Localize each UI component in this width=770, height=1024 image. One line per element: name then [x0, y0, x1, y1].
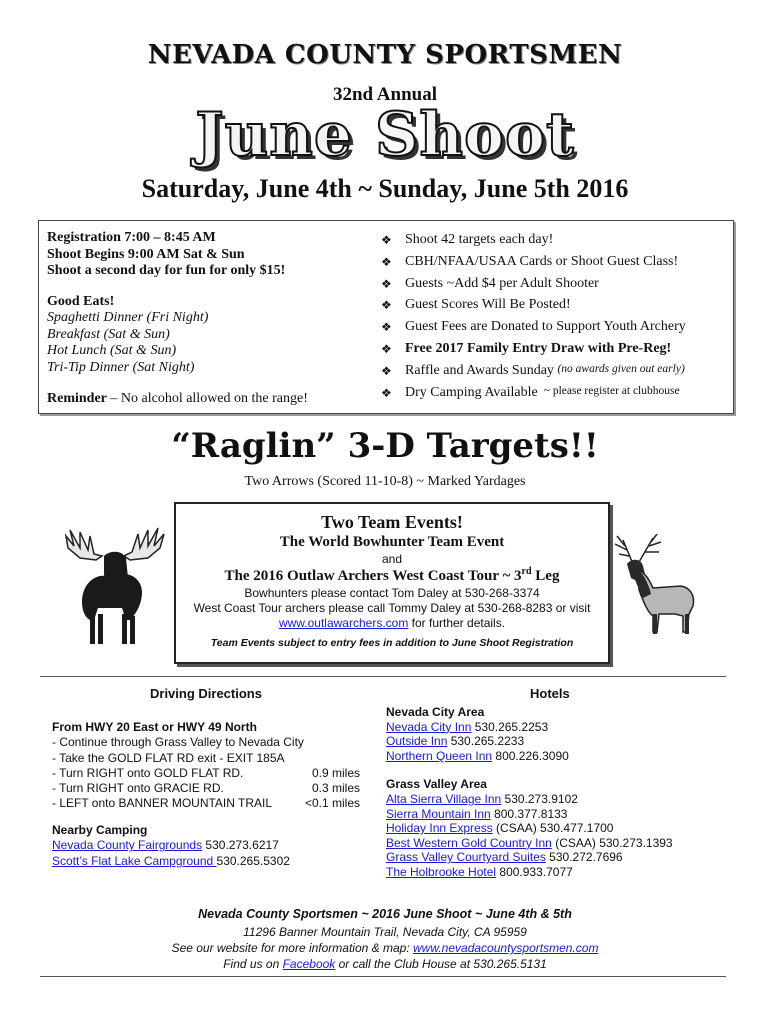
info-bullet-list	[381, 232, 727, 406]
bullet-item	[381, 385, 727, 407]
hotel-phone: 530.272.7696	[545, 850, 623, 865]
hotel-phone: 800.226.3090	[492, 748, 569, 763]
reminder-label: Reminder	[47, 391, 107, 406]
registration-time: Registration 7:00 – 8:45 AM	[47, 230, 216, 245]
bullet-item	[381, 363, 727, 385]
org-title: NEVADA COUNTY SPORTSMEN	[147, 40, 623, 70]
event-title: June Shoot	[195, 100, 575, 170]
bullet-text: Guest Scores Will Be Posted!	[405, 297, 571, 313]
team-contact	[176, 586, 608, 631]
targets-heading: “Raglin” 3-D Targets!!	[171, 426, 599, 466]
driving-directions-heading: Driving Directions	[150, 686, 262, 701]
team-event-2-end: Leg	[531, 568, 560, 584]
hotel-item	[386, 836, 716, 851]
direction-step	[52, 751, 360, 766]
elk-illustration	[603, 534, 699, 636]
hotel-item	[386, 720, 716, 735]
footer-website-line	[0, 940, 770, 956]
bullet-item	[381, 341, 727, 363]
second-day-offer: Shoot a second day for fun for only $15!	[47, 263, 286, 278]
step-distance: 0.3 miles	[311, 781, 360, 796]
bullet-item	[381, 297, 727, 319]
driving-directions	[52, 720, 360, 812]
bullet-item	[381, 232, 727, 254]
bullet-text: Dry Camping Available	[405, 384, 538, 400]
hotel-item	[386, 821, 716, 836]
team-event-2-sup: rd	[521, 566, 532, 577]
step-text: - Turn RIGHT onto GOLD FLAT RD.	[52, 765, 244, 780]
team-event-1: The World Bowhunter Team Event	[279, 534, 505, 550]
hotel-link[interactable]: Holiday Inn Express	[386, 821, 493, 836]
reminder-text: – No alcohol allowed on the range!	[106, 391, 308, 406]
contact-line: West Coast Tour archers please call Tommy Daley at 530-268-8283 or visit	[193, 601, 591, 615]
reminder	[47, 391, 308, 407]
hotel-phone: (CSAA) 530.477.1700	[492, 821, 614, 836]
bullet-item	[381, 319, 727, 341]
bullet-text: Free 2017 Family Entry Draw with Pre-Reg!	[405, 340, 672, 356]
team-event-2-text: The 2016 Outlaw Archers West Coast Tour ~ 3	[224, 568, 522, 584]
fairgrounds-link[interactable]: Nevada County Fairgrounds	[52, 838, 203, 853]
footer	[0, 906, 770, 972]
outlaw-archers-link[interactable]: www.outlawarchers.com	[278, 616, 409, 630]
hotel-phone: (CSAA) 530.273.1393	[551, 835, 673, 850]
moose-illustration	[60, 516, 172, 648]
meal-item: Tri-Tip Dinner (Sat Night)	[47, 359, 195, 375]
hotel-phone: 530.265.2233	[447, 734, 525, 749]
step-text: - LEFT onto BANNER MOUNTAIN TRAIL	[52, 796, 273, 811]
hotel-item	[386, 792, 716, 807]
shoot-begins: Shoot Begins 9:00 AM Sat & Sun	[47, 246, 245, 262]
step-text: - Turn RIGHT onto GRACIE RD.	[52, 781, 224, 796]
scotts-flat-link[interactable]: Scott’s Flat Lake Campground	[52, 853, 217, 868]
bullet-text: Raffle and Awards Sunday	[405, 362, 554, 378]
nearby-camping	[52, 823, 352, 869]
footer-title: Nevada County Sportsmen ~ 2016 June Shoot ~ June 4th & 5th	[198, 907, 572, 921]
camping-item	[52, 838, 352, 853]
diamond-bullet-icon: ❖	[381, 385, 392, 400]
bullet-note: ~ please register at clubhouse	[543, 384, 680, 397]
direction-step	[52, 735, 360, 750]
team-event-2	[176, 566, 608, 585]
team-note: Team Events subject to entry fees in addition to June Shoot Registration	[210, 637, 574, 649]
meal-item: Hot Lunch (Sat & Sun)	[47, 343, 177, 358]
find-prefix: Find us on	[223, 957, 283, 971]
diamond-bullet-icon: ❖	[381, 320, 392, 335]
camping-item	[52, 854, 352, 869]
camping-phone: 530.273.6217	[202, 838, 279, 853]
contact-line	[176, 616, 608, 631]
bullet-item	[381, 276, 727, 298]
find-suffix: or call the Club House at 530.265.5131	[335, 957, 547, 971]
hotel-link[interactable]: Sierra Mountain Inn	[386, 806, 491, 821]
annual-label: 32nd Annual	[332, 84, 438, 105]
bullet-item	[381, 254, 727, 276]
section-divider	[40, 676, 726, 677]
hotel-phone: 800.377.8133	[490, 806, 568, 821]
event-dates: Saturday, June 4th ~ Sunday, June 5th 2016	[141, 174, 629, 203]
hotel-item	[386, 749, 716, 764]
footer-address: 11296 Banner Mountain Trail, Nevada City, CA 95959	[243, 925, 527, 939]
website-prefix: See our website for more information & map:	[171, 941, 414, 955]
step-text: - Continue through Grass Valley to Nevada City	[52, 735, 304, 750]
bullet-text: Shoot 42 targets each day!	[405, 232, 554, 247]
contact-line: Bowhunters please contact Tom Daley at 530-268-3374	[244, 586, 540, 600]
hotel-area-heading: Nevada City Area	[386, 705, 485, 719]
camping-heading: Nearby Camping	[52, 823, 148, 837]
info-left-column	[47, 230, 367, 376]
directions-from: From HWY 20 East or HWY 49 North	[52, 720, 257, 734]
hotel-link[interactable]: Nevada City Inn	[386, 719, 472, 734]
hotel-link[interactable]: Northern Queen Inn	[386, 748, 493, 763]
step-text: - Take the GOLD FLAT RD exit - EXIT 185A	[52, 750, 285, 765]
hotel-phone: 800.933.7077	[496, 864, 573, 879]
meal-item: Breakfast (Sat & Sun)	[47, 326, 170, 342]
team-and: and	[381, 552, 403, 566]
diamond-bullet-icon: ❖	[381, 276, 392, 291]
direction-step	[52, 781, 360, 796]
hotel-link[interactable]: Grass Valley Courtyard Suites	[386, 850, 546, 865]
hotel-link[interactable]: Best Western Gold Country Inn	[386, 835, 552, 850]
bullet-note: (no awards given out early)	[557, 362, 685, 375]
team-events-title: Two Team Events!	[321, 512, 463, 532]
direction-step	[52, 766, 360, 781]
meal-item: Spaghetti Dinner (Fri Night)	[47, 310, 209, 325]
info-box	[38, 220, 734, 414]
diamond-bullet-icon: ❖	[381, 254, 392, 269]
diamond-bullet-icon: ❖	[381, 363, 392, 378]
targets-subtitle: Two Arrows (Scored 11-10-8) ~ Marked Yardages	[244, 474, 526, 489]
hotel-area-heading: Grass Valley Area	[386, 777, 487, 792]
good-eats-heading: Good Eats!	[47, 293, 115, 309]
hotel-item	[386, 850, 716, 865]
hotel-link[interactable]: Outside Inn	[386, 734, 448, 749]
facebook-link[interactable]: Facebook	[282, 957, 336, 971]
footer-divider	[40, 976, 726, 977]
diamond-bullet-icon: ❖	[381, 298, 392, 313]
hotels-heading: Hotels	[530, 686, 570, 701]
hotel-phone: 530.273.9102	[501, 791, 578, 806]
step-distance: <0.1 miles	[304, 796, 360, 811]
hotel-item	[386, 734, 716, 749]
bullet-text: Guest Fees are Donated to Support Youth Archery	[405, 319, 686, 335]
hotel-phone: 530.265.2253	[471, 719, 549, 734]
bullet-text: CBH/NFAA/USAA Cards or Shoot Guest Class!	[405, 253, 679, 269]
team-events-box	[174, 502, 610, 664]
bullet-text: Guests ~Add $4 per Adult Shooter	[405, 275, 599, 291]
step-distance: 0.9 miles	[311, 765, 360, 780]
hotel-item	[386, 865, 716, 880]
website-link[interactable]: www.nevadacountysportsmen.com	[413, 941, 599, 955]
hotel-link[interactable]: Alta Sierra Village Inn	[386, 791, 502, 806]
direction-step	[52, 796, 360, 811]
diamond-bullet-icon: ❖	[381, 341, 392, 356]
hotel-link[interactable]: The Holbrooke Hotel	[386, 864, 497, 879]
camping-phone: 530.265.5302	[216, 853, 290, 868]
footer-find-line	[0, 956, 770, 972]
diamond-bullet-icon: ❖	[381, 233, 392, 247]
hotel-item	[386, 807, 716, 822]
hotels-list	[386, 705, 716, 880]
contact-rest: for further details.	[408, 616, 506, 630]
